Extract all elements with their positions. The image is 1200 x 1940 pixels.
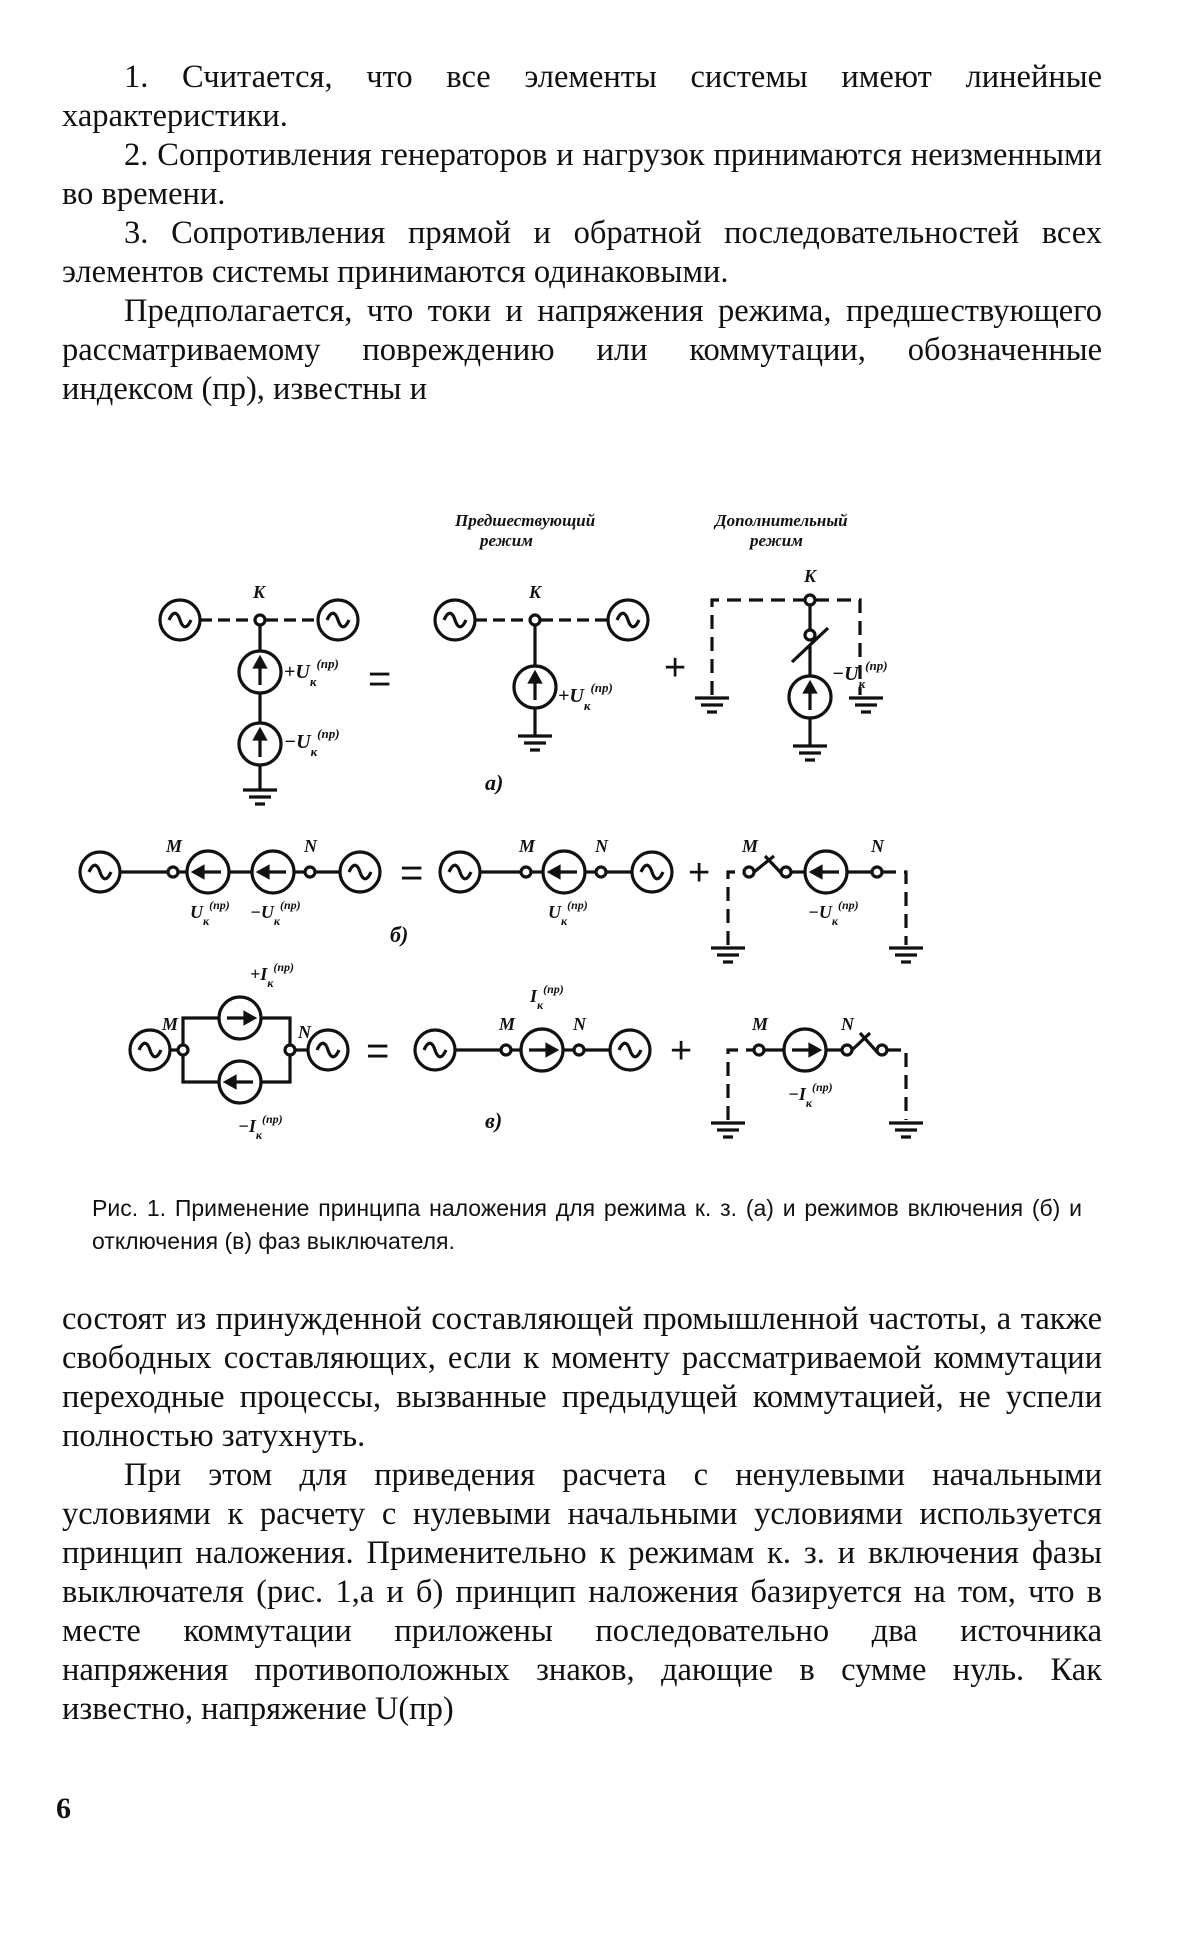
row-v-switch-off	[130, 960, 923, 1142]
node-n	[305, 867, 315, 877]
plus-sign: +	[664, 647, 687, 689]
node-m	[168, 867, 178, 877]
sup-pr: (пр)	[316, 656, 339, 671]
paragraph-assumption-3: 3. Сопротивления прямой и обратной последовательностей всех элементов системы принимаются одинаковыми.	[62, 215, 1102, 290]
sup-pr: (пр)	[543, 982, 564, 996]
node-n	[285, 1045, 295, 1055]
ground-icon	[243, 790, 277, 804]
generator-icon	[415, 1030, 455, 1070]
node-n-label: N	[298, 1022, 311, 1042]
sup-pr: (пр)	[865, 658, 888, 673]
label-uk-minus: −U	[832, 663, 859, 685]
header-additional-line1: Дополнительный	[715, 511, 848, 530]
svg-text:−Uк(пр)	[250, 898, 301, 928]
sub-k: к	[310, 744, 318, 759]
svg-text:+Uк(пр)	[284, 656, 339, 689]
ground-icon	[889, 948, 923, 962]
generator-icon	[435, 600, 475, 640]
plus-sign: +	[670, 1030, 693, 1072]
sup-pr: (пр)	[590, 680, 613, 695]
sup-pr: (пр)	[273, 960, 295, 974]
bottom-text-block	[62, 1300, 1102, 1729]
node-k	[530, 615, 540, 625]
sub-k: к	[255, 1128, 263, 1142]
sub-k: к	[309, 674, 317, 689]
voltage-source-icon	[543, 851, 585, 893]
ground-icon	[518, 736, 552, 750]
figure-caption: Рис. 1. Применение принципа наложения для режима к. з. (а) и режимов включения (б) и отключения (в) фаз выключателя.	[92, 1195, 1082, 1254]
generator-icon	[632, 852, 672, 892]
svg-text:Uк(пр)	[190, 898, 230, 928]
sub-k: к	[203, 914, 210, 928]
ground-icon	[849, 698, 883, 712]
node-n	[574, 1045, 584, 1055]
voltage-source-icon	[789, 676, 831, 718]
node-n-label: N	[304, 836, 317, 856]
label-i: I	[530, 986, 538, 1006]
node-m-label: M	[519, 836, 536, 856]
current-source-icon	[219, 997, 261, 1039]
row-a-short-circuit	[160, 511, 888, 804]
svg-text:−Uк(пр)	[284, 726, 340, 759]
label-v: в)	[485, 1108, 503, 1133]
voltage-source-icon	[252, 851, 294, 893]
svg-text:+Uк(пр)	[558, 680, 613, 713]
node-n-label: N	[595, 836, 608, 856]
node-k-label: K	[529, 582, 542, 602]
sup-pr: (пр)	[812, 1080, 833, 1094]
label-u-minus: −U	[808, 902, 832, 922]
node-m	[521, 867, 531, 877]
node-k-label: K	[804, 566, 817, 586]
generator-icon	[340, 852, 380, 892]
node-n-label: N	[841, 1014, 854, 1034]
node-m-label: M	[166, 836, 183, 856]
label-i-minus: −I	[238, 1116, 256, 1136]
ground-icon	[711, 1123, 745, 1137]
node-m-label: M	[742, 836, 759, 856]
ground-icon	[695, 698, 729, 712]
generator-icon	[440, 852, 480, 892]
svg-text:+Iк(пр)	[250, 960, 294, 990]
label-uk-plus: +U	[284, 661, 310, 683]
equals-sign: =	[400, 851, 424, 895]
sup-pr: (пр)	[317, 726, 340, 741]
label-u: U	[548, 902, 561, 922]
sup-pr: (пр)	[567, 898, 588, 912]
row-b-switch-on	[80, 836, 923, 962]
paragraph-continuation: состоят из принужденной составляющей промышленной частоты, а также свободных составляющих, если к моменту рассматриваемой коммутации переходные процессы, вызванные предыдущей коммутацией, не успели полностью затухнуть.	[62, 1301, 1102, 1454]
label-u-minus: −U	[250, 902, 274, 922]
header-additional-line2: режим	[750, 531, 803, 550]
node-m-label: M	[162, 1014, 179, 1034]
top-text-block	[62, 58, 1102, 409]
node-n	[872, 867, 882, 877]
ground-icon	[889, 1123, 923, 1137]
label-uk-plus: +U	[558, 685, 584, 707]
figure-1-circuit-diagrams	[60, 490, 1120, 1170]
node-n-label: N	[573, 1014, 586, 1034]
sub-k: к	[831, 914, 838, 928]
paragraph-assumption-2: 2. Сопротивления генераторов и нагрузок принимаются неизменными во времени.	[62, 137, 1102, 212]
sub-k: к	[273, 914, 280, 928]
voltage-source-icon	[514, 666, 556, 708]
equals-sign: =	[368, 657, 392, 701]
svg-text:Uк(пр)	[548, 898, 588, 928]
sub-k: к	[583, 698, 591, 713]
generator-icon	[608, 600, 648, 640]
voltage-source-icon	[239, 723, 281, 765]
voltage-source-icon	[805, 851, 847, 893]
circuit-diagram	[60, 490, 1120, 1170]
current-source-icon	[784, 1029, 826, 1071]
sub-k: к	[561, 914, 568, 928]
plus-sign: +	[688, 852, 711, 894]
generator-icon	[130, 1030, 170, 1070]
header-previous-line2: режим	[480, 531, 533, 550]
page-number: 6	[56, 1792, 71, 1825]
generator-icon	[160, 600, 200, 640]
paragraph-prior-mode: Предполагается, что токи и напряжения режима, предшествующего рассматриваемому повреждению или коммутации, обозначенные индексом (пр), известны и	[62, 293, 1102, 407]
switch-contact	[805, 630, 815, 640]
node-m	[744, 867, 754, 877]
generator-icon	[80, 852, 120, 892]
switch-contact	[781, 867, 791, 877]
node-k	[255, 615, 265, 625]
sub-k: к	[858, 676, 866, 691]
node-m	[178, 1045, 188, 1055]
svg-text:Iк(пр)	[529, 982, 564, 1012]
equals-sign: =	[366, 1029, 390, 1073]
current-source-icon	[521, 1029, 563, 1071]
node-m	[754, 1045, 764, 1055]
node-k-label: K	[253, 582, 266, 602]
sub-k: к	[267, 976, 274, 990]
sub-k: к	[805, 1096, 813, 1110]
node-m-label: M	[499, 1014, 516, 1034]
voltage-source-icon	[187, 851, 229, 893]
node-n	[596, 867, 606, 877]
node-k	[805, 595, 815, 605]
switch-contact	[877, 1045, 887, 1055]
generator-icon	[308, 1030, 348, 1070]
header-previous-line1: Предшествующий	[455, 511, 596, 530]
paragraph-superposition: При этом для приведения расчета с ненулевыми начальными условиями к расчету с нулевыми начальными условиями используется принцип наложения. Применительно к режимам к. з. и включения фазы выключателя (рис. 1,а и б) принцип наложения базируется на том, что в месте коммутации приложены последовательно два источника напряжения противоположных знаков, дающие в сумме нуль. Как известно, напряжение U(пр)	[62, 1457, 1102, 1727]
label-i-minus: −I	[788, 1084, 806, 1104]
label-u: U	[190, 902, 203, 922]
node-n	[842, 1045, 852, 1055]
label-i-plus: +I	[250, 964, 268, 984]
sup-pr: (пр)	[280, 898, 301, 912]
node-n-label: N	[871, 836, 884, 856]
generator-icon	[610, 1030, 650, 1070]
sup-pr: (пр)	[838, 898, 859, 912]
sup-pr: (пр)	[262, 1112, 283, 1126]
svg-text:−Iк(пр)	[788, 1080, 833, 1110]
node-m-label: M	[752, 1014, 769, 1034]
generator-icon	[318, 600, 358, 640]
ground-icon	[793, 746, 827, 760]
current-source-icon	[219, 1061, 261, 1103]
label-uk-minus: −U	[284, 731, 311, 753]
ground-icon	[711, 948, 745, 962]
voltage-source-icon	[239, 651, 281, 693]
sub-k: к	[537, 998, 544, 1012]
paragraph-assumption-1: 1. Считается, что все элементы системы имеют линейные характеристики.	[62, 59, 1102, 134]
node-m	[501, 1045, 511, 1055]
label-a: а)	[485, 770, 504, 795]
sup-pr: (пр)	[209, 898, 230, 912]
svg-text:−Uк(пр)	[808, 898, 859, 928]
svg-text:−Iк(пр)	[238, 1112, 283, 1142]
label-b: б)	[390, 922, 409, 947]
